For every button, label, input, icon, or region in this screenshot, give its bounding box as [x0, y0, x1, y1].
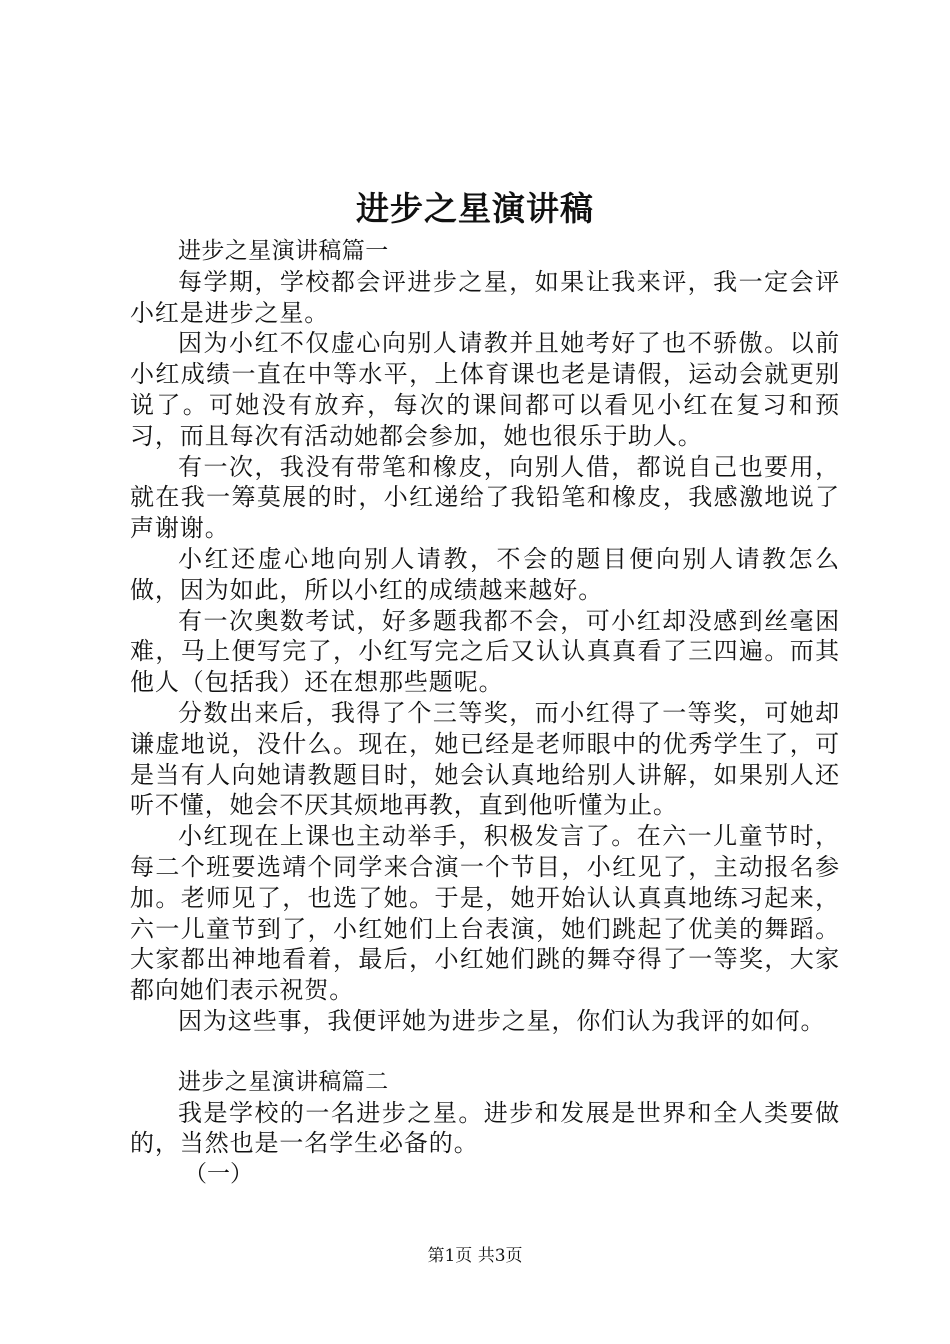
subsection-marker: （一）: [184, 1161, 253, 1188]
section-spacer: [130, 1037, 840, 1067]
paragraph: 因为小红不仅虚心向别人请教并且她考好了也不骄傲。以前小红成绩一直在中等水平，上体育课也老是请假，运动会就更别说了。可她没有放弃，每次的课间都可以看见小红在复习和预习，而且每次有活动她都会参加，她也很乐于助人。: [130, 329, 840, 450]
document-body: [130, 236, 840, 1190]
page-footer: 第1页 共3页: [427, 1246, 523, 1266]
paragraph: 因为这些事，我便评她为进步之星，你们认为我评的如何。: [178, 1006, 826, 1035]
paragraph: 分数出来后，我得了个三等奖，而小红得了一等奖，可她却谦虚地说，没什么。现在，她已经是老师眼中的优秀学生了，可是当有人向她请教题目时，她会认真地给别人讲解，如果别人还听不懂，她会不厌其烦地再教，直到他听懂为止。: [130, 698, 840, 820]
paragraph: 每学期，学校都会评进步之星，如果让我来评，我一定会评小红是进步之星。: [130, 267, 840, 327]
document-title: 进步之星演讲稿: [356, 189, 594, 228]
section-heading-2: 进步之星演讲稿篇二: [178, 1068, 389, 1095]
section-heading-1: 进步之星演讲稿篇一: [178, 238, 389, 264]
paragraph: 有一次，我没有带笔和橡皮，向别人借，都说自己也要用，就在我一筹莫展的时，小红递给了我铅笔和橡皮，我感激地说了声谢谢。: [130, 452, 840, 543]
paragraph: 小红现在上课也主动举手，积极发言了。在六一儿童节时，每二个班要选靖个同学来合演一个节目，小红见了，主动报名参加。老师见了，也选了她。于是，她开始认认真真地练习起来，六一儿童节到了，小红她们上台表演，她们跳起了优美的舞蹈。大家都出神地看着，最后，小红她们跳的舞夺得了一等奖，大家都向她们表示祝贺。: [130, 822, 840, 1005]
paragraph: 小红还虚心地向别人请教，不会的题目便向别人请教怎么做，因为如此，所以小红的成绩越来越好。: [130, 544, 840, 604]
paragraph: 有一次奥数考试，好多题我都不会，可小红却没感到丝毫困难，马上便写完了，小红写完之后又认认真真看了三四遍。而其他人（包括我）还在想那些题呢。: [130, 606, 840, 697]
paragraph: 我是学校的一名进步之星。进步和发展是世界和全人类要做的，当然也是一名学生必备的。: [130, 1098, 840, 1158]
